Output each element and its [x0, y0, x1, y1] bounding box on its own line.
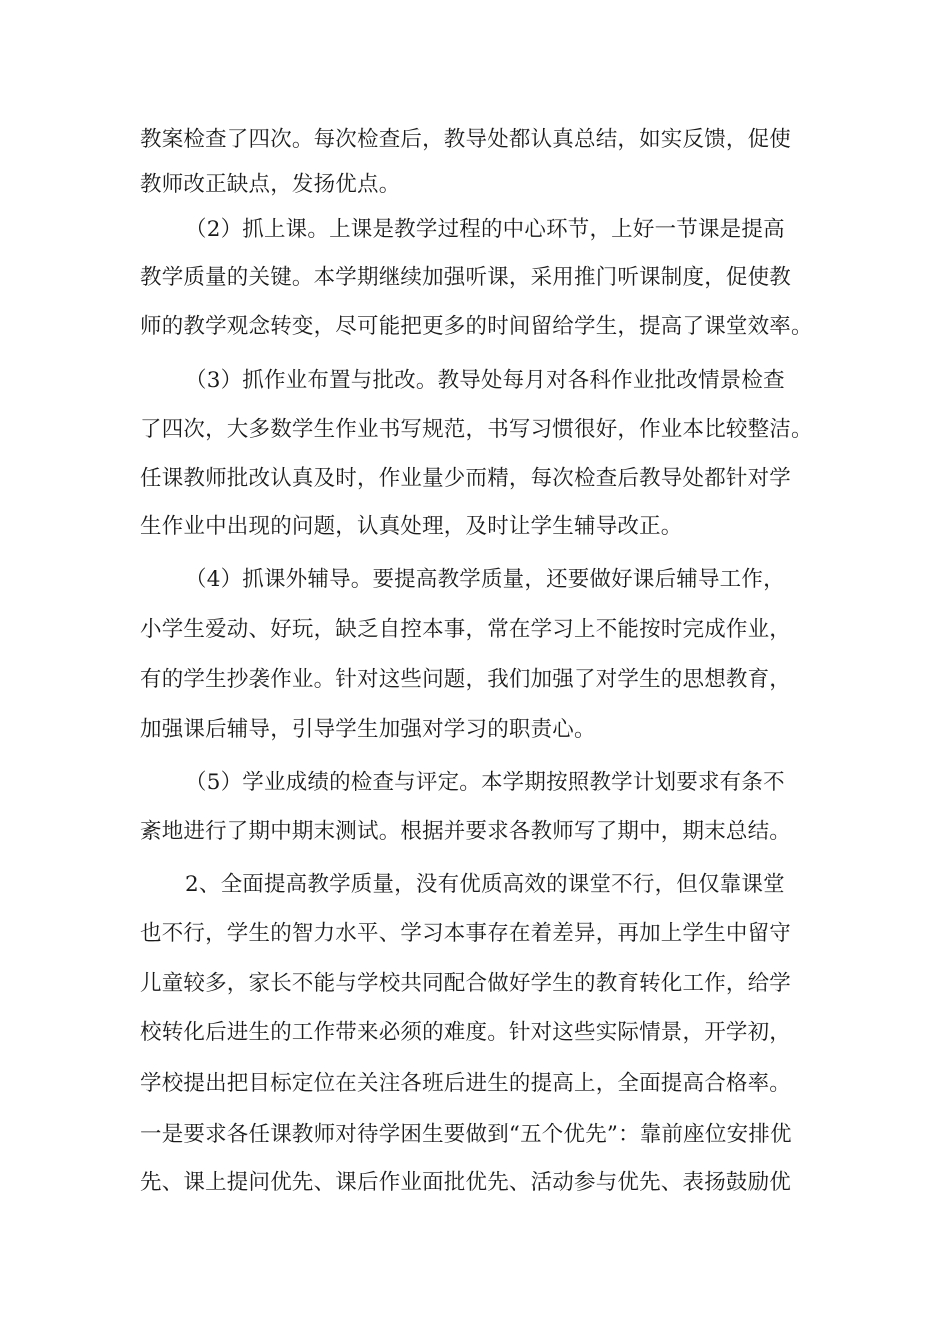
text-line: 紊地进行了期中期末测试。根据并要求各教师写了期中，期末总结。 [140, 819, 792, 844]
text-line: 儿童较多，家长不能与学校共同配合做好学生的教育转化工作，给学 [140, 971, 792, 996]
text-line: 生作业中出现的问题，认真处理，及时让学生辅导改正。 [140, 514, 683, 539]
text-line: 学校提出把目标定位在关注各班后进生的提高上，全面提高合格率。 [140, 1071, 792, 1096]
text-line: 校转化后进生的工作带来必须的难度。针对这些实际情景，开学初， [140, 1020, 792, 1045]
text-line: 任课教师批改认真及时，作业量少而精，每次检查后教导处都针对学 [140, 466, 792, 491]
text-line: 了四次，大多数学生作业书写规范，书写习惯很好，作业本比较整洁。 [140, 417, 813, 442]
text-line: 2、全面提高教学质量，没有优质高效的课堂不行，但仅靠课堂 [185, 872, 785, 897]
text-line: （5）学业成绩的检查与评定。本学期按照教学计划要求有条不 [185, 770, 785, 795]
text-line: （3）抓作业布置与批改。教导处每月对各科作业批改情景检查 [185, 368, 785, 393]
text-line: 有的学生抄袭作业。针对这些问题，我们加强了对学生的思想教育， [140, 667, 792, 692]
text-line: 先、课上提问优先、课后作业面批优先、活动参与优先、表扬鼓励优 [140, 1170, 792, 1195]
text-line: 师的教学观念转变，尽可能把更多的时间留给学生，提高了课堂效率。 [140, 314, 813, 339]
text-line: 教学质量的关键。本学期继续加强听课，采用推门听课制度，促使教 [140, 265, 792, 290]
text-line: 教师改正缺点，发扬优点。 [140, 172, 401, 197]
text-line: 加强课后辅导，引导学生加强对学习的职责心。 [140, 717, 596, 742]
text-line: 小学生爱动、好玩，缺乏自控本事，常在学习上不能按时完成作业， [140, 617, 792, 642]
text-line: 一是要求各任课教师对待学困生要做到“五个优先”：靠前座位安排优 [140, 1122, 792, 1147]
text-line: （2）抓上课。上课是教学过程的中心环节，上好一节课是提高 [185, 217, 785, 242]
text-line: 教案检查了四次。每次检查后，教导处都认真总结，如实反馈，促使 [140, 127, 792, 152]
text-line: 也不行，学生的智力水平、学习本事存在着差异，再加上学生中留守 [140, 921, 792, 946]
text-line: （4）抓课外辅导。要提高教学质量，还要做好课后辅导工作， [185, 567, 785, 592]
